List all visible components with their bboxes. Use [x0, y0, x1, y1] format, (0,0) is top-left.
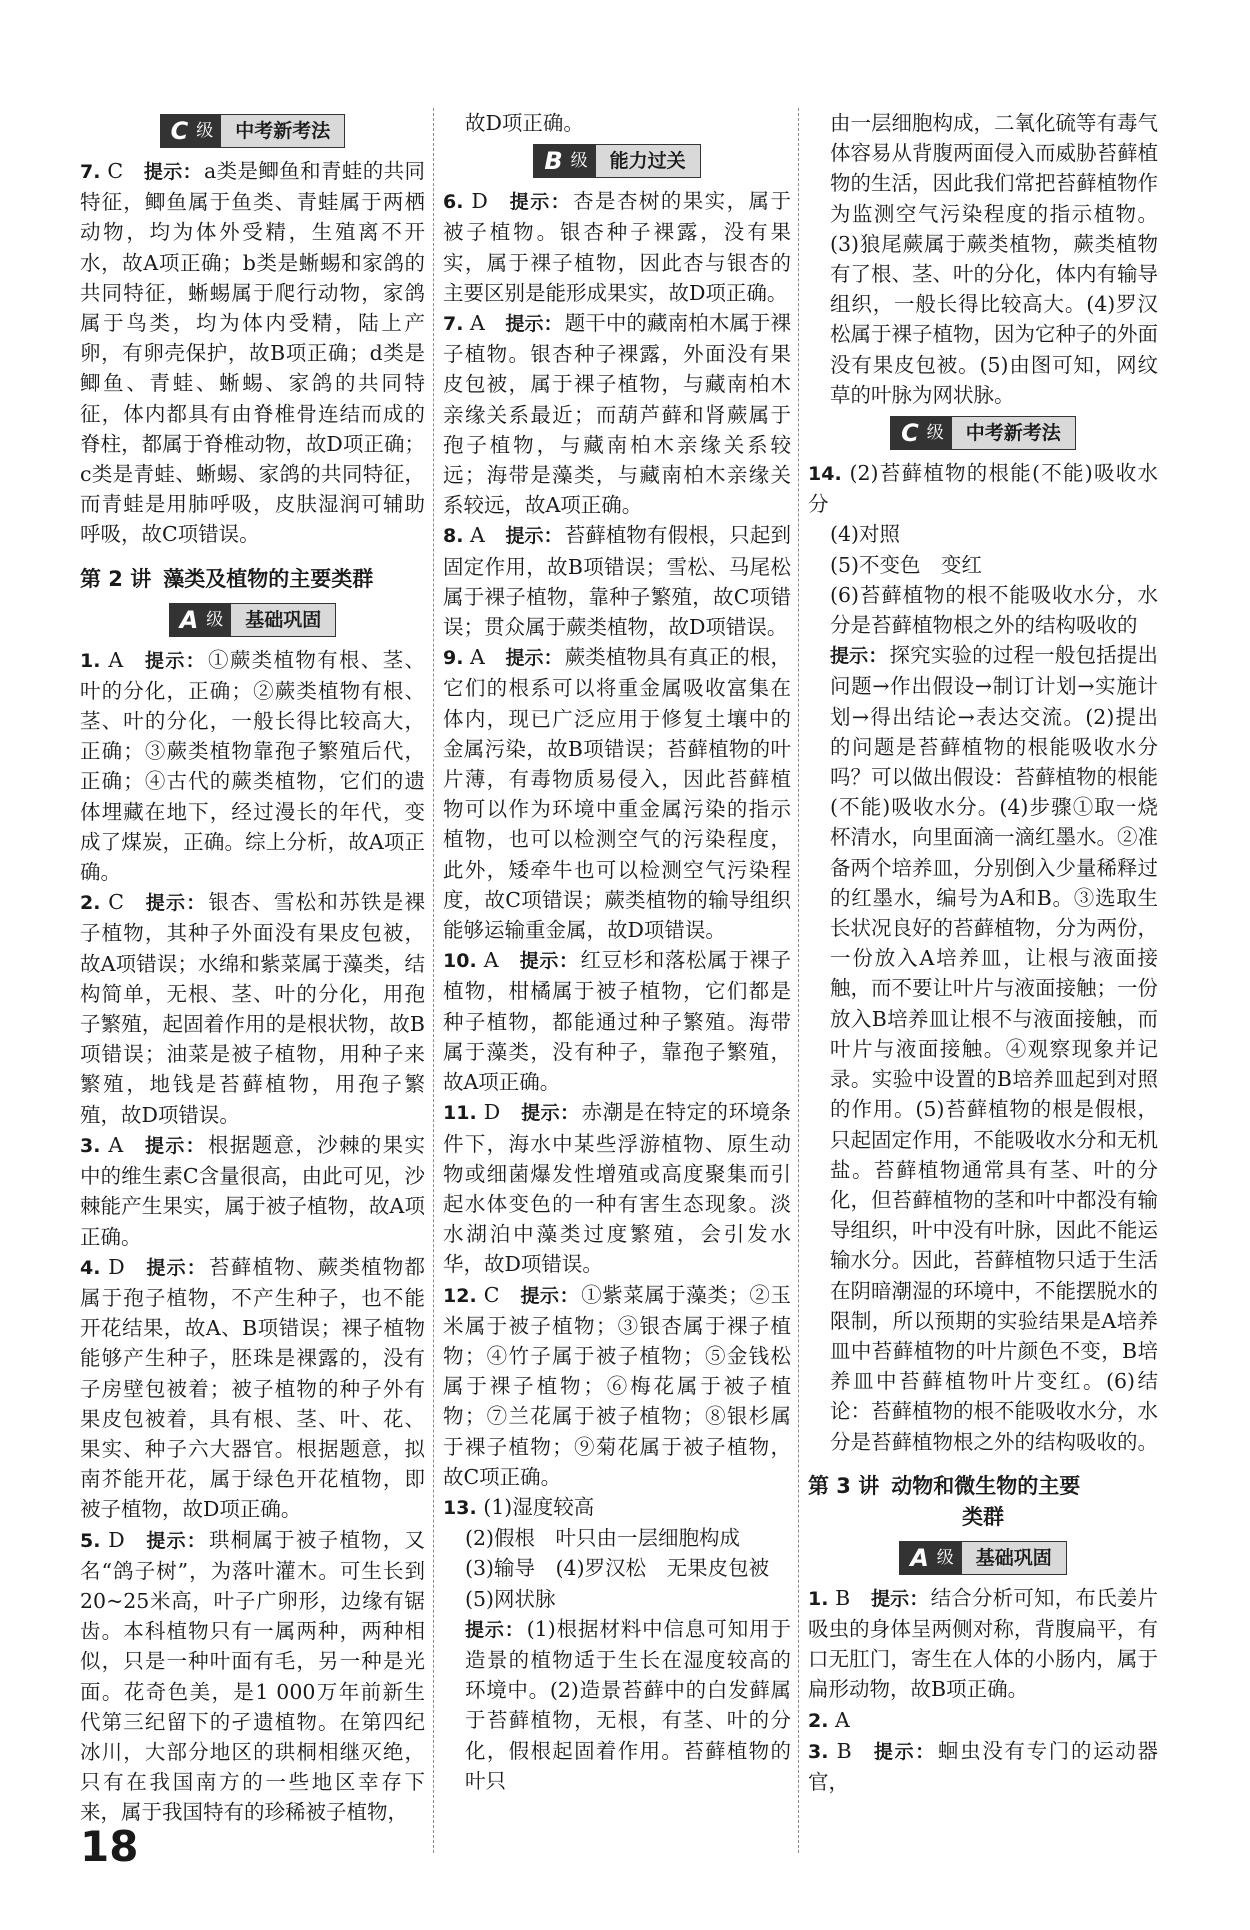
hint-text: ①蕨类植物有根、茎、叶的分化，正确；②蕨类植物有根、茎、叶的分化，一般长得比较高大，正确；③蕨类植物靠孢子繁殖后代，正确；④古代的蕨类植物，它们的遗体埋藏在地下，经过漫长的年代，变成了煤炭，正确。综上分析，故A项正确。 [80, 647, 425, 885]
page-number: 18 [80, 1822, 139, 1871]
question-6 [443, 186, 791, 308]
question-answer: D [108, 1527, 125, 1552]
question-10 [443, 945, 791, 1097]
question-answer: A [108, 1132, 124, 1157]
level-title: 中考新考法 [221, 115, 344, 147]
question-answer: A [834, 1707, 850, 1732]
question-13-hint [465, 1614, 791, 1796]
answer-line: (5)网状脉 [465, 1586, 556, 1611]
hint-label: 提示： [505, 647, 563, 670]
question-number: 14. [808, 463, 842, 486]
hint-label: 提示： [521, 1102, 580, 1125]
question-3 [80, 1130, 425, 1252]
question-answer: D [471, 189, 488, 214]
level-badge [169, 603, 337, 637]
question-12 [443, 1280, 791, 1492]
level-word: 级 [937, 1542, 962, 1574]
hint-text: 题干中的藏南柏木属于裸子植物。银杏种子裸露，外面没有果皮包被，属于裸子植物，与藏南柏木亲缘关系最近；而葫芦藓和肾蕨属于孢子植物，与藏南柏木亲缘关系较远；海带是藻类，与藏南柏木亲缘关系较远，故A项正确。 [443, 311, 791, 518]
hint-label: 提示： [505, 525, 563, 548]
hint-label: 提示： [146, 1529, 208, 1552]
question-number: 10. [443, 950, 477, 973]
hint-text: 蛔虫没有专门的运动器官， [808, 1738, 1158, 1794]
question-number: 1. [80, 649, 101, 672]
answer-line: (5)不变色 变红 [830, 552, 983, 577]
hint-label: 提示： [465, 1618, 525, 1641]
question-number: 12. [443, 1284, 477, 1307]
lecture-number: 第 3 讲 [808, 1473, 880, 1498]
question-number: 3. [808, 1740, 829, 1763]
question-3 [808, 1736, 1158, 1797]
hint-label: 提示： [830, 645, 888, 668]
hint-text: 苔藓植物、蕨类植物都属于孢子植物，不产生种子，也不能开花结果，故A、B项错误；裸子植物能够产生种子，胚珠是裸露的，没有子房壁包被着；被子植物的种子外有果皮包被着，具有根、茎、叶、花、果实、种子六大器官。根据题意，拟南芥能开花，属于绿色开花植物，即被子植物，故D项正确。 [80, 1254, 425, 1522]
level-badge [899, 1541, 1067, 1575]
question-answer: C [107, 159, 124, 183]
question-number: 6. [443, 191, 464, 214]
question-7 [80, 156, 425, 550]
hint-text: 银杏、雪松和苏铁是裸子植物，其种子外面没有果皮包被，故A项错误；水绵和紫菜属于藻类，结构简单，无根、茎、叶的分化，用孢子繁殖，起固着作用的是根状物，故B项错误；油菜是被子植物，用种子来繁殖，地钱是苔藓植物，用孢子繁殖，故D项错误。 [80, 890, 425, 1127]
question-9 [443, 642, 791, 945]
hint-label: 提示： [144, 649, 206, 672]
question-11 [443, 1097, 791, 1279]
hint-label: 提示： [870, 1587, 929, 1610]
answer-line: (3)输导 (4)罗汉松 无果皮包被 [465, 1556, 770, 1581]
level-word: 级 [206, 604, 231, 636]
hint-label: 提示： [143, 161, 203, 183]
question-number: 9. [443, 647, 464, 670]
level-word: 级 [927, 417, 952, 449]
question-number: 1. [808, 1587, 829, 1610]
lecture-number: 第 2 讲 [80, 566, 152, 591]
column-3 [808, 108, 1158, 1797]
question-7 [443, 308, 791, 520]
level-badge [890, 416, 1076, 450]
question-number: 11. [443, 1102, 477, 1125]
level-badge [533, 144, 700, 178]
question-5-continued: 故D项正确。 [465, 111, 584, 135]
question-answer: A [108, 647, 124, 672]
question-number: 13. [443, 1496, 477, 1519]
question-answer: A [470, 645, 485, 670]
question-number: 2. [80, 892, 101, 915]
question-answer: D [483, 1100, 501, 1125]
hint-text: 根据题意，沙棘的果实中的维生素C含量很高，由此可见，沙棘能产生果实，属于被子植物，故A项正确。 [80, 1132, 425, 1249]
question-1 [80, 645, 425, 888]
question-number: 7. [443, 313, 464, 336]
question-4 [80, 1252, 425, 1525]
question-13 [443, 1492, 791, 1523]
level-word: 级 [196, 115, 221, 147]
hint-text: 结合分析可知，布氏姜片吸虫的身体呈两侧对称，背腹扁平，有口无肛门，寄生在人体的小肠内，属于扁形动物，故B项正确。 [808, 1585, 1158, 1702]
question-14 [808, 458, 1158, 519]
answer-line: (2)假根 叶只由一层细胞构成 [465, 1526, 741, 1551]
question-1 [808, 1583, 1158, 1705]
level-title: 基础巩固 [231, 604, 335, 636]
hint-text: 苔藓植物有假根，只起到固定作用，故B项错误；雪松、马尾松属于裸子植物，靠种子繁殖，故C项错误；贯众属于蕨类植物，故D项错误。 [443, 523, 791, 640]
level-letter: C [891, 417, 927, 449]
question-answer: A [483, 948, 499, 973]
level-badge [160, 114, 346, 148]
question-number: 5. [80, 1529, 101, 1552]
level-title: 中考新考法 [952, 417, 1075, 449]
level-heading-b [443, 144, 791, 178]
question-2 [808, 1705, 1158, 1736]
lecture-heading-2 [80, 564, 425, 595]
answer-line: (6)苔藓植物的根不能吸收水分，水分是苔藓植物根之外的结构吸收的 [830, 582, 1158, 638]
question-5 [80, 1525, 425, 1828]
hint-text: 蕨类植物具有真正的根，它们的根系可以将重金属吸收富集在体内，现已广泛应用于修复土壤中的金属污染，故B项错误；苔藓植物的叶片薄，有毒物质易侵入，因此苔藓植物可以作为环境中重金属污染的指示植物，也可以检测空气的污染程度，此外，矮牵牛也可以检测空气污染程度，故C项错误；蕨类植物的输导组织能够运输重金属，故D项错误。 [443, 645, 791, 943]
level-title: 能力过关 [596, 145, 700, 177]
question-2 [80, 887, 425, 1130]
hint-text: (1)根据材料中信息可知用于造景的植物适于生长在湿度较高的环境中。(2)造景苔藓中的白发藓属于苔藓植物，无根，有茎、叶的分化，假根起固着作用。苔藓植物的叶只 [465, 1616, 791, 1793]
lecture-heading-3 [808, 1471, 1158, 1533]
question-14-hint [830, 640, 1158, 1456]
question-answer: B [836, 1738, 852, 1763]
level-letter: A [900, 1542, 937, 1574]
level-letter: C [161, 115, 197, 147]
hint-text: a类是鲫鱼和青蛙的共同特征，鲫鱼属于鱼类、青蛙属于两栖动物，均为体外受精，生殖离不开水，故A项正确；b类是蜥蜴和家鸽的共同特征，蜥蜴属于爬行动物，家鸽属于鸟类，均为体内受精，陆上产卵，有卵壳保护，故B项正确；d类是鲫鱼、青蛙、蜥蜴、家鸽的共同特征，体内都具有由脊椎骨连结而成的脊柱，都属于脊椎动物，故D项正确；c类是青蛙、蜥蜴、家鸽的共同特征，而青蛙是用肺呼吸，皮肤湿润可辅助呼吸，故C项错误。 [80, 159, 425, 547]
answer-line: (1)湿度较高 [483, 1494, 595, 1519]
hint-label: 提示： [146, 1256, 208, 1279]
hint-label: 提示： [144, 1134, 206, 1157]
hint-text: 红豆杉和落松属于裸子植物，柑橘属于被子植物，它们都是种子植物，都能通过种子繁殖。海带属于藻类，没有种子，靠孢子繁殖，故A项正确。 [443, 948, 791, 1095]
lecture-title: 动物和微生物的主要 [891, 1473, 1081, 1498]
question-8 [443, 520, 791, 642]
hint-text: 珙桐属于被子植物，又名“鸽子树”，为落叶灌木。可生长到20~25米高，叶子广卵形，边缘有锯齿。本科植物只有一属两种，两种相似，只是一种叶面有毛，另一种是光面。花奇色美，是1 000万年前新生代第三纪留下的孑遗植物。在第四纪冰川，大部分地区的珙桐相继灭绝，只有在我国南方的一些地区幸存下来，属于我国特有的珍稀被子植物， [80, 1527, 425, 1825]
lecture-title: 藻类及植物的主要类群 [163, 566, 374, 591]
question-number: 7. [80, 161, 101, 183]
hint-label: 提示： [873, 1740, 936, 1763]
column-divider [433, 108, 434, 1853]
hint-label: 提示： [509, 191, 572, 214]
column-2 [443, 108, 791, 1796]
hint-label: 提示： [505, 313, 563, 336]
level-heading-a [808, 1541, 1158, 1575]
level-heading-a [80, 603, 425, 637]
column-divider [798, 108, 799, 1853]
level-heading-c [808, 416, 1158, 450]
question-13-continued: 由一层细胞构成，二氧化硫等有毒气体容易从背腹两面侵入而威胁苔藓植物的生活，因此我们常把苔藓植物作为监测空气污染程度的指示植物。(3)狼尾蕨属于蕨类植物，蕨类植物有了根、茎、叶的分化，体内有输导组织，一般长得比较高大。(4)罗汉松属于裸子植物，因为它种子的外面没有果皮包被。(5)由图可知，网纹草的叶脉为网状脉。 [830, 111, 1158, 407]
level-title: 基础巩固 [962, 1542, 1066, 1574]
question-answer: B [835, 1585, 851, 1610]
level-letter: B [534, 145, 570, 177]
level-letter: A [170, 604, 207, 636]
hint-text: ①紫菜属于藻类；②玉米属于被子植物；③银杏属于裸子植物；④竹子属于被子植物；⑤金钱松属于裸子植物；⑥梅花属于被子植物；⑦兰花属于被子植物；⑧银杉属于裸子植物；⑨菊花属于被子植物，故C项正确。 [443, 1282, 791, 1489]
hint-label: 提示： [520, 1284, 580, 1307]
question-answer: D [108, 1254, 125, 1279]
lecture-title-line-2: 类群 [962, 1504, 1004, 1529]
hint-label: 提示： [519, 950, 579, 973]
question-answer: A [470, 311, 485, 336]
question-number: 8. [443, 525, 464, 548]
question-number: 4. [80, 1256, 101, 1279]
answer-line: (2)苔藓植物的根能(不能)吸收水分 [808, 461, 1158, 517]
question-answer: C [483, 1282, 500, 1307]
column-1 [80, 108, 425, 1828]
level-word: 级 [571, 145, 596, 177]
hint-text: 赤潮是在特定的环境条件下，海水中某些浮游植物、原生动物或细菌爆发性增殖或高度聚集而引起水体变色的一种有害生态现象。淡水湖泊中藻类过度繁殖，会引发水华，故D项错误。 [443, 1100, 791, 1277]
level-heading-c [80, 114, 425, 148]
hint-label: 提示： [145, 892, 207, 915]
question-answer: A [470, 523, 485, 548]
question-number: 2. [808, 1709, 829, 1732]
question-number: 3. [80, 1134, 101, 1157]
hint-text: 杏是杏树的果实，属于被子植物。银杏种子裸露，没有果实，属于裸子植物，因此杏与银杏的主要区别是能形成果实，故D项正确。 [443, 189, 791, 305]
question-answer: C [108, 890, 124, 915]
answer-line: (4)对照 [830, 522, 901, 547]
hint-text: 探究实验的过程一般包括提出问题→作出假设→制订计划→实施计划→得出结论→表达交流。(2)提出的问题是苔藓植物的根能吸收水分吗？可以做出假设：苔藓植物的根能(不能)吸收水分。(4)步骤①取一烧杯清水，向里面滴一滴红墨水。②准备两个培养皿，分别倒入少量稀释过的红墨水，编号为A和B。③选取生长状况良好的苔藓植物，分为两份，一份放入A培养皿，让根与液面接触，而不要让叶片与液面接触；一份放入B培养皿让根不与液面接触，而叶片与液面接触。④观察现象并记录。实验中设置的B培养皿起到对照的作用。(5)苔藓植物的根是假根，只起固定作用，不能吸收水分和无机盐。苔藓植物通常具有茎、叶的分化，但苔藓植物的茎和叶中都没有输导组织，叶中没有叶脉，因此不能运输水分。因此，苔藓植物只适于生活在阴暗潮湿的环境中，不能摆脱水的限制，所以预期的实验结果是A培养皿中苔藓植物的叶片颜色不变，B培养皿中苔藓植物叶片变红。(6)结论：苔藓植物的根不能吸收水分，水分是苔藓植物根之外的结构吸收的。 [830, 643, 1158, 1454]
